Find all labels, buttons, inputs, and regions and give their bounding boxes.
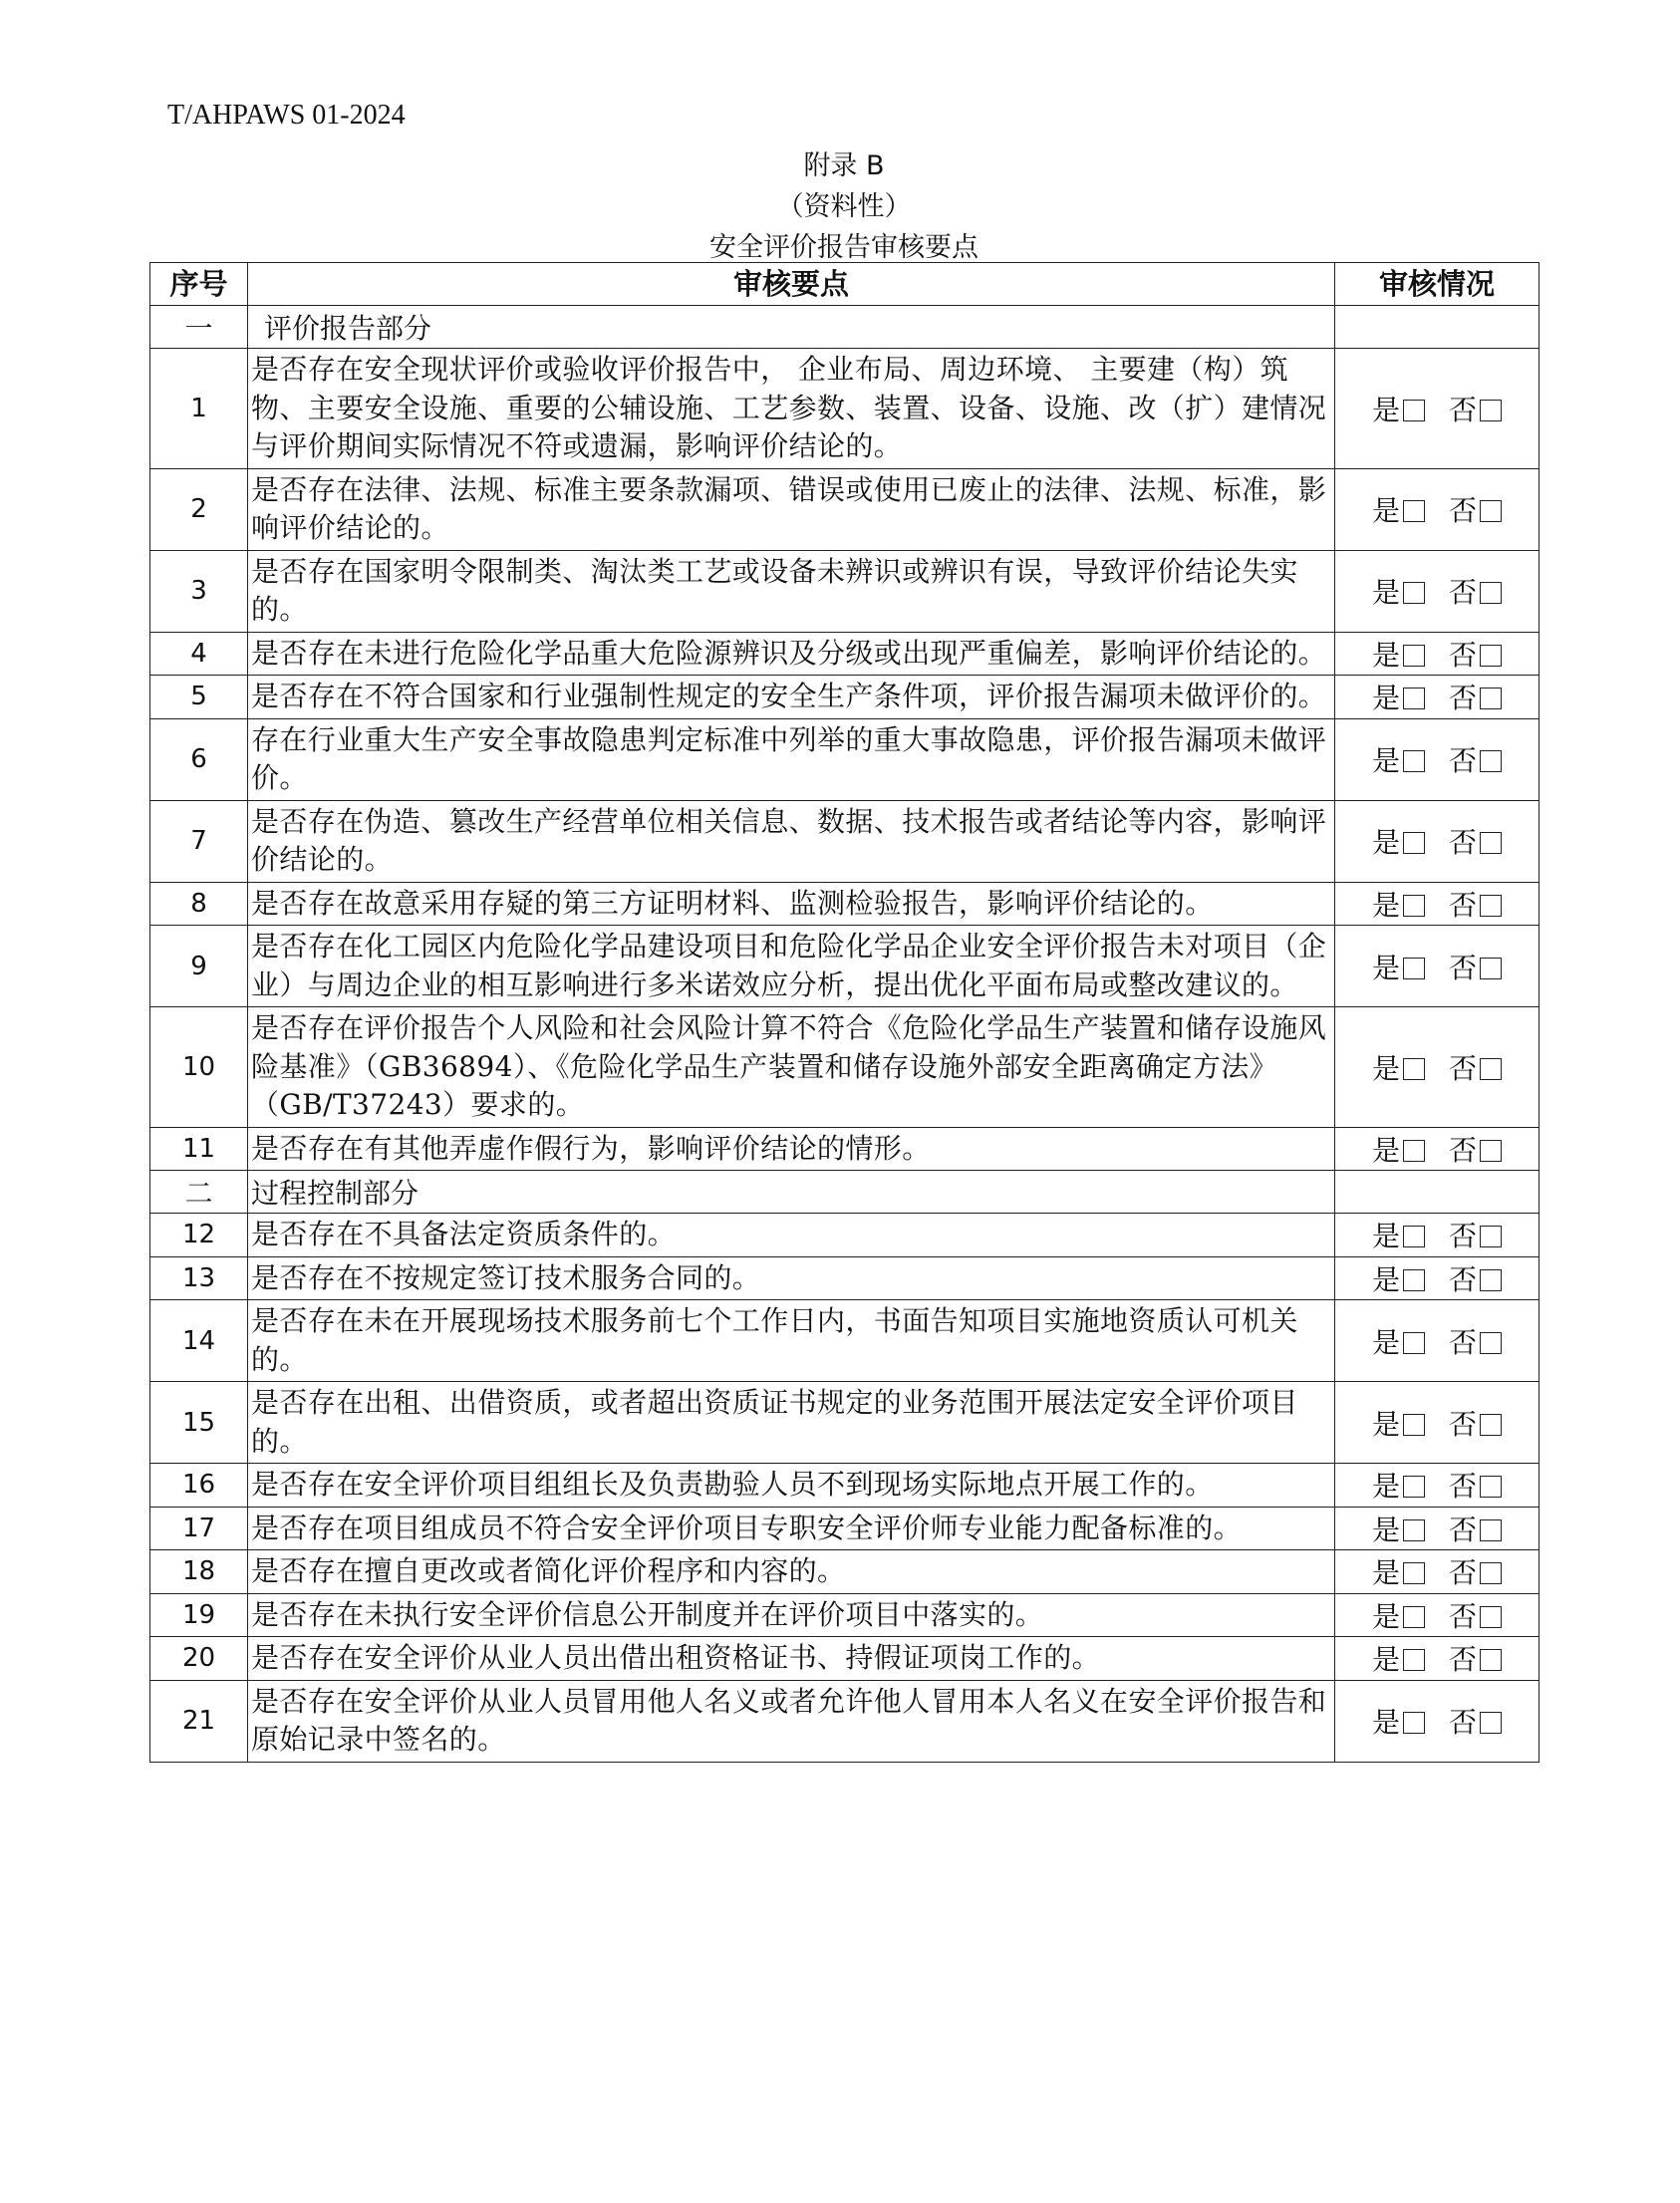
- review-status-cell: [1335, 676, 1540, 719]
- option-no-label: 否: [1449, 1325, 1478, 1359]
- review-point-text: 是否存在化工园区内危险化学品建设项目和危险化学品企业安全评价报告未对项目（企业）与周边企业的相互影响进行多米诺效应分析，提出优化平面布局或整改建议的。: [248, 926, 1335, 1007]
- checkbox-icon[interactable]: [1403, 582, 1425, 604]
- option-no[interactable]: [1449, 1047, 1502, 1087]
- option-no-label: 否: [1449, 576, 1478, 609]
- option-yes[interactable]: [1372, 821, 1425, 861]
- review-point-text: 是否存在安全评价项目组组长及负责勘验人员不到现场实际地点开展工作的。: [248, 1464, 1335, 1508]
- option-no-label: 否: [1449, 393, 1478, 426]
- review-status-cell: [1335, 1550, 1540, 1594]
- section-number: 一: [150, 306, 248, 349]
- option-yes[interactable]: [1372, 1215, 1425, 1254]
- option-yes[interactable]: [1372, 1403, 1425, 1443]
- option-no[interactable]: [1449, 1215, 1502, 1254]
- option-yes[interactable]: [1372, 1465, 1425, 1505]
- review-status-cell: [1335, 1214, 1540, 1257]
- option-yes[interactable]: [1372, 1047, 1425, 1087]
- option-no[interactable]: [1449, 1551, 1502, 1591]
- row-number: 4: [150, 632, 248, 676]
- option-no[interactable]: [1449, 821, 1502, 861]
- row-number: 14: [150, 1300, 248, 1382]
- review-point-text: 是否存在不具备法定资质条件的。: [248, 1214, 1335, 1257]
- row-number: 21: [150, 1680, 248, 1762]
- review-status-cell: [1335, 800, 1540, 882]
- option-no-label: 否: [1449, 1599, 1478, 1633]
- option-no-label: 否: [1449, 1706, 1478, 1739]
- table-row: [150, 882, 1540, 926]
- checkbox-icon[interactable]: [1480, 832, 1502, 854]
- table-title: 安全评价报告审核要点: [709, 232, 979, 263]
- option-yes[interactable]: [1372, 677, 1425, 716]
- option-no-label: 否: [1449, 1220, 1478, 1253]
- appendix-nature: （资料性）: [776, 191, 912, 222]
- checkbox-icon[interactable]: [1480, 1562, 1502, 1584]
- checkbox-icon[interactable]: [1403, 1226, 1425, 1247]
- row-number: 10: [150, 1007, 248, 1128]
- option-yes[interactable]: [1372, 884, 1425, 924]
- checkbox-icon[interactable]: [1403, 1140, 1425, 1162]
- option-yes-label: 是: [1371, 682, 1400, 715]
- section-status-empty: [1335, 306, 1540, 349]
- option-yes-label: 是: [1371, 1643, 1400, 1677]
- option-yes-label: 是: [1371, 638, 1400, 672]
- document-code: T/AHPAWS 01-2024: [167, 100, 406, 131]
- option-yes-label: 是: [1371, 494, 1400, 527]
- review-point-text: 存在行业重大生产安全事故隐患判定标准中列举的重大事故隐患，评价报告漏项未做评价。: [248, 718, 1335, 800]
- table-row: [150, 676, 1540, 719]
- option-yes[interactable]: [1372, 1595, 1425, 1635]
- option-no-label: 否: [1449, 826, 1478, 859]
- table-row: [150, 349, 1540, 469]
- checkbox-icon[interactable]: [1480, 1476, 1502, 1498]
- option-no-label: 否: [1449, 1407, 1478, 1441]
- option-no[interactable]: [1449, 634, 1502, 674]
- review-point-text: 是否存在有其他弄虚作假行为，影响评价结论的情形。: [248, 1127, 1335, 1171]
- option-no[interactable]: [1449, 571, 1502, 611]
- checkbox-icon[interactable]: [1480, 958, 1502, 979]
- option-yes[interactable]: [1372, 489, 1425, 529]
- option-yes-label: 是: [1371, 1556, 1400, 1590]
- checkbox-icon[interactable]: [1403, 1476, 1425, 1498]
- option-yes-label: 是: [1371, 1133, 1400, 1167]
- option-no-label: 否: [1449, 1262, 1478, 1296]
- review-status-cell: [1335, 1300, 1540, 1382]
- option-no[interactable]: [1449, 1129, 1502, 1169]
- review-point-text: 是否存在擅自更改或者简化评价程序和内容的。: [248, 1550, 1335, 1594]
- table-row: [150, 1007, 1540, 1128]
- row-number: 7: [150, 800, 248, 882]
- review-point-text: 是否存在未在开展现场技术服务前七个工作日内，书面告知项目实施地资质认可机关的。: [248, 1300, 1335, 1382]
- review-status-cell: [1335, 1507, 1540, 1550]
- table-row: [150, 468, 1540, 550]
- review-status-cell: [1335, 1007, 1540, 1128]
- option-no-label: 否: [1449, 494, 1478, 527]
- review-status-cell: [1335, 1127, 1540, 1171]
- option-yes[interactable]: [1372, 1551, 1425, 1591]
- option-yes-label: 是: [1371, 1325, 1400, 1359]
- row-number: 12: [150, 1214, 248, 1257]
- option-yes-label: 是: [1371, 744, 1400, 777]
- review-point-text: 是否存在安全评价从业人员出借出租资格证书、持假证项岗工作的。: [248, 1637, 1335, 1681]
- table-row: [150, 1214, 1540, 1257]
- option-no-label: 否: [1449, 1470, 1478, 1504]
- option-no[interactable]: [1449, 739, 1502, 779]
- row-number: 20: [150, 1637, 248, 1681]
- section-number: 二: [150, 1171, 248, 1214]
- option-yes-label: 是: [1371, 1051, 1400, 1085]
- option-no[interactable]: [1449, 884, 1502, 924]
- row-number: 16: [150, 1464, 248, 1508]
- checkbox-icon[interactable]: [1480, 400, 1502, 421]
- option-no[interactable]: [1449, 1465, 1502, 1505]
- option-no[interactable]: [1449, 1403, 1502, 1443]
- review-point-text: 是否存在伪造、篡改生产经营单位相关信息、数据、技术报告或者结论等内容，影响评价结论的。: [248, 800, 1335, 882]
- checkbox-icon[interactable]: [1403, 958, 1425, 979]
- review-status-cell: [1335, 1382, 1540, 1464]
- table-body: [150, 306, 1540, 1763]
- option-no-label: 否: [1449, 888, 1478, 922]
- checkbox-icon[interactable]: [1480, 895, 1502, 917]
- checkbox-icon[interactable]: [1403, 1649, 1425, 1671]
- option-no-label: 否: [1449, 682, 1478, 715]
- checkbox-icon[interactable]: [1480, 1649, 1502, 1671]
- checkbox-icon[interactable]: [1403, 1606, 1425, 1628]
- review-point-text: 是否存在故意采用存疑的第三方证明材料、监测检验报告，影响评价结论的。: [248, 882, 1335, 926]
- option-no-label: 否: [1449, 1643, 1478, 1677]
- review-status-cell: [1335, 1593, 1540, 1637]
- table-row: [150, 1300, 1540, 1382]
- option-no-label: 否: [1449, 1556, 1478, 1590]
- option-yes[interactable]: [1372, 571, 1425, 611]
- row-number: 9: [150, 926, 248, 1007]
- option-no[interactable]: [1449, 947, 1502, 986]
- row-number: 13: [150, 1256, 248, 1300]
- review-status-cell: [1335, 926, 1540, 1007]
- checkbox-icon[interactable]: [1403, 1712, 1425, 1734]
- option-yes-label: 是: [1371, 888, 1400, 922]
- row-number: 8: [150, 882, 248, 926]
- title-block: [149, 145, 1539, 268]
- option-no[interactable]: [1449, 389, 1502, 428]
- checkbox-icon[interactable]: [1403, 895, 1425, 917]
- option-yes[interactable]: [1372, 1321, 1425, 1361]
- option-yes-label: 是: [1371, 1262, 1400, 1296]
- checkbox-icon[interactable]: [1480, 750, 1502, 772]
- review-point-text: 是否存在项目组成员不符合安全评价项目专职安全评价师专业能力配备标准的。: [248, 1507, 1335, 1550]
- option-yes-label: 是: [1371, 1706, 1400, 1739]
- option-no-label: 否: [1449, 951, 1478, 984]
- option-no[interactable]: [1449, 677, 1502, 716]
- option-yes-label: 是: [1371, 1599, 1400, 1633]
- option-yes[interactable]: [1372, 1129, 1425, 1169]
- checkbox-icon[interactable]: [1480, 1519, 1502, 1541]
- option-yes-label: 是: [1371, 951, 1400, 984]
- review-status-cell: [1335, 1256, 1540, 1300]
- row-number: 6: [150, 718, 248, 800]
- checkbox-icon[interactable]: [1403, 500, 1425, 522]
- option-no-label: 否: [1449, 1513, 1478, 1546]
- row-number: 19: [150, 1593, 248, 1637]
- checkbox-icon[interactable]: [1480, 1269, 1502, 1291]
- option-yes[interactable]: [1372, 947, 1425, 986]
- option-no[interactable]: [1449, 1595, 1502, 1635]
- table-row: [150, 1507, 1540, 1550]
- review-status-cell: [1335, 632, 1540, 676]
- option-no[interactable]: [1449, 1509, 1502, 1548]
- option-yes[interactable]: [1372, 1701, 1425, 1741]
- option-no-label: 否: [1449, 744, 1478, 777]
- section-status-empty: [1335, 1171, 1540, 1214]
- table-row: [150, 1256, 1540, 1300]
- review-status-cell: [1335, 349, 1540, 469]
- option-yes[interactable]: [1372, 389, 1425, 428]
- row-number: 5: [150, 676, 248, 719]
- review-status-cell: [1335, 882, 1540, 926]
- review-point-text: 是否存在法律、法规、标准主要条款漏项、错误或使用已废止的法律、法规、标准，影响评价结论的。: [248, 468, 1335, 550]
- checkbox-icon[interactable]: [1403, 750, 1425, 772]
- section-title: 评价报告部分: [248, 306, 1335, 349]
- option-yes[interactable]: [1372, 1509, 1425, 1548]
- table-row: [150, 1680, 1540, 1762]
- option-no[interactable]: [1449, 1638, 1502, 1678]
- option-yes-label: 是: [1371, 1470, 1400, 1504]
- checkbox-icon[interactable]: [1480, 1606, 1502, 1628]
- option-yes[interactable]: [1372, 634, 1425, 674]
- option-no[interactable]: [1449, 1321, 1502, 1361]
- table-row: [150, 1464, 1540, 1508]
- checkbox-icon[interactable]: [1403, 1414, 1425, 1436]
- option-no[interactable]: [1449, 489, 1502, 529]
- checkbox-icon[interactable]: [1480, 500, 1502, 522]
- checkbox-icon[interactable]: [1480, 582, 1502, 604]
- review-point-text: 是否存在不按规定签订技术服务合同的。: [248, 1256, 1335, 1300]
- row-number: 11: [150, 1127, 248, 1171]
- option-no-label: 否: [1449, 1133, 1478, 1167]
- checkbox-icon[interactable]: [1403, 1332, 1425, 1354]
- table-header-row: [150, 263, 1540, 306]
- review-status-cell: [1335, 718, 1540, 800]
- review-table: [149, 262, 1540, 1763]
- row-number: 3: [150, 550, 248, 632]
- checkbox-icon[interactable]: [1403, 1269, 1425, 1291]
- review-point-text: 是否存在未进行危险化学品重大危险源辨识及分级或出现严重偏差，影响评价结论的。: [248, 632, 1335, 676]
- option-yes-label: 是: [1371, 576, 1400, 609]
- section-title: 过程控制部分: [248, 1171, 1335, 1214]
- checkbox-icon[interactable]: [1480, 1712, 1502, 1734]
- option-no[interactable]: [1449, 1701, 1502, 1741]
- table-row: [150, 926, 1540, 1007]
- checkbox-icon[interactable]: [1480, 1226, 1502, 1247]
- option-yes[interactable]: [1372, 1638, 1425, 1678]
- checkbox-icon[interactable]: [1480, 645, 1502, 667]
- review-status-cell: [1335, 1637, 1540, 1681]
- option-no-label: 否: [1449, 638, 1478, 672]
- review-point-text: 是否存在未执行安全评价信息公开制度并在评价项目中落实的。: [248, 1593, 1335, 1637]
- table-row: [150, 800, 1540, 882]
- option-yes[interactable]: [1372, 739, 1425, 779]
- table-row: [150, 1593, 1540, 1637]
- option-yes-label: 是: [1371, 393, 1400, 426]
- checkbox-icon[interactable]: [1480, 1414, 1502, 1436]
- checkbox-icon[interactable]: [1480, 1332, 1502, 1354]
- checkbox-icon[interactable]: [1480, 1140, 1502, 1162]
- header-status: 审核情况: [1335, 263, 1540, 306]
- review-point-text: 是否存在安全评价从业人员冒用他人名义或者允许他人冒用本人名义在安全评价报告和原始记录中签名的。: [248, 1680, 1335, 1762]
- header-no: 序号: [150, 263, 248, 306]
- appendix-title: 附录 B: [803, 150, 885, 181]
- header-point: 审核要点: [248, 263, 1335, 306]
- row-number: 18: [150, 1550, 248, 1594]
- checkbox-icon[interactable]: [1480, 688, 1502, 709]
- checkbox-icon[interactable]: [1403, 832, 1425, 854]
- option-yes-label: 是: [1371, 826, 1400, 859]
- review-status-cell: [1335, 1680, 1540, 1762]
- option-no-label: 否: [1449, 1051, 1478, 1085]
- row-number: 17: [150, 1507, 248, 1550]
- table-row: [150, 1382, 1540, 1464]
- table-row: [150, 550, 1540, 632]
- review-point-text: 是否存在国家明令限制类、淘汰类工艺或设备未辨识或辨识有误，导致评价结论失实的。: [248, 550, 1335, 632]
- row-number: 1: [150, 349, 248, 469]
- table-row: [150, 632, 1540, 676]
- checkbox-icon[interactable]: [1403, 645, 1425, 667]
- option-yes[interactable]: [1372, 1258, 1425, 1298]
- checkbox-icon[interactable]: [1403, 1562, 1425, 1584]
- row-number: 15: [150, 1382, 248, 1464]
- review-status-cell: [1335, 1464, 1540, 1508]
- checkbox-icon[interactable]: [1403, 400, 1425, 421]
- review-point-text: 是否存在评价报告个人风险和社会风险计算不符合《危险化学品生产装置和储存设施风险基准》（GB36894）、《危险化学品生产装置和储存设施外部安全距离确定方法》（GB/T37243）要求的。: [248, 1007, 1335, 1128]
- review-status-cell: [1335, 550, 1540, 632]
- checkbox-icon[interactable]: [1403, 1519, 1425, 1541]
- review-point-text: 是否存在出租、出借资质，或者超出资质证书规定的业务范围开展法定安全评价项目的。: [248, 1382, 1335, 1464]
- checkbox-icon[interactable]: [1403, 688, 1425, 709]
- table-row: [150, 1127, 1540, 1171]
- table-row: [150, 1550, 1540, 1594]
- option-yes-label: 是: [1371, 1220, 1400, 1253]
- section-row: [150, 306, 1540, 349]
- option-no[interactable]: [1449, 1258, 1502, 1298]
- review-point-text: 是否存在安全现状评价或验收评价报告中， 企业布局、周边环境、 主要建（构）筑物、主要安全设施、重要的公辅设施、工艺参数、装置、设备、设施、改（扩）建情况与评价期间实际情况不符或遗漏，影响评价结论的。: [248, 349, 1335, 469]
- checkbox-icon[interactable]: [1480, 1058, 1502, 1080]
- section-row: [150, 1171, 1540, 1214]
- option-yes-label: 是: [1371, 1407, 1400, 1441]
- option-yes-label: 是: [1371, 1513, 1400, 1546]
- review-point-text: 是否存在不符合国家和行业强制性规定的安全生产条件项，评价报告漏项未做评价的。: [248, 676, 1335, 719]
- table-row: [150, 718, 1540, 800]
- checkbox-icon[interactable]: [1403, 1058, 1425, 1080]
- review-status-cell: [1335, 468, 1540, 550]
- row-number: 2: [150, 468, 248, 550]
- table-row: [150, 1637, 1540, 1681]
